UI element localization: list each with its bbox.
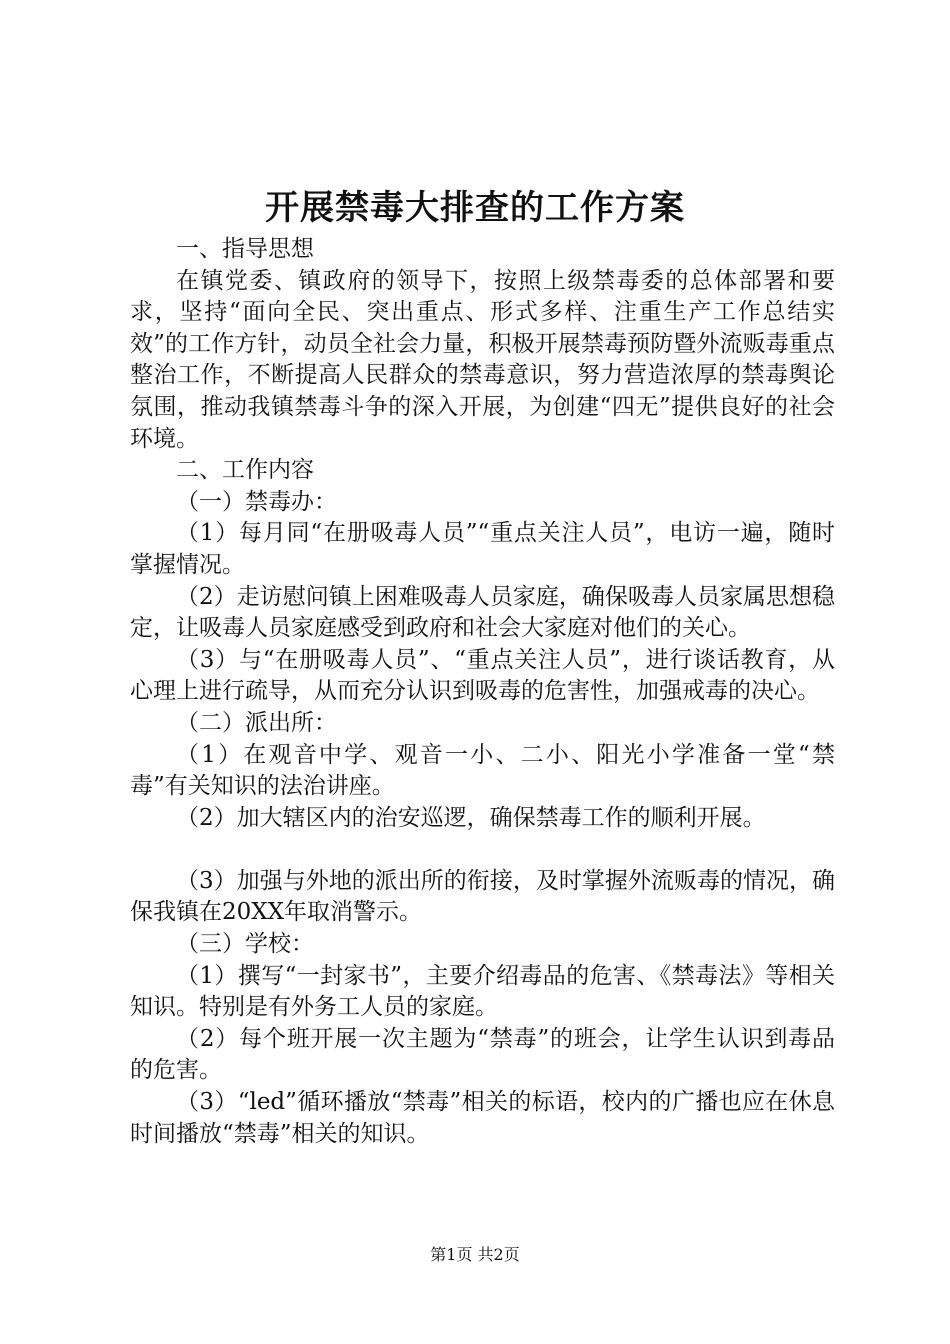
page-number-footer: 第1页 共2页: [430, 1245, 520, 1264]
subsection-heading-anti-drug-office: （一）禁毒办：: [176, 488, 337, 515]
document-title: 开展禁毒大排查的工作方案: [265, 188, 685, 228]
paragraph-item: （2）加大辖区内的治安巡逻，确保禁毒工作的顺利开展。: [176, 804, 766, 831]
paragraph-item: （2）每个班开展一次主题为“禁毒”的班会，让学生认识到毒品的危害。: [130, 1025, 835, 1084]
paragraph-item: （2）走访慰问镇上困难吸毒人员家庭，确保吸毒人员家属思想稳定，让吸毒人员家庭感受到政府和社会大家庭对他们的关心。: [130, 583, 835, 642]
paragraph-item: （1）每月同“在册吸毒人员”“重点关注人员”，电访一遍，随时掌握情况。: [130, 520, 835, 578]
paragraph-item: （3）与“在册吸毒人员”、“重点关注人员”，进行谈话教育，从心理上进行疏导，从而充分认识到吸毒的危害性，加强戒毒的决心。: [130, 646, 835, 705]
paragraph-guiding-thought: 在镇党委、镇政府的领导下，按照上级禁毒委的总体部署和要求，坚持“面向全民、突出重点、形式多样、注重生产工作总结实效”的工作方针，动员全社会力量，积极开展禁毒预防暨外流贩毒重点整治工作，不断提高人民群众的禁毒意识，努力营造浓厚的禁毒舆论氛围，推动我镇禁毒斗争的深入开展，为创建“四无”提供良好的社会环境。: [130, 267, 835, 452]
paragraph-item: （1）撰写“一封家书”，主要介绍毒品的危害、《禁毒法》等相关知识。特别是有外务工人员的家庭。: [130, 962, 835, 1021]
paragraph-item: （3）“led”循环播放“禁毒”相关的标语，校内的广播也应在休息时间播放“禁毒”相关的知识。: [130, 1089, 835, 1147]
section-heading-work-content: 二、工作内容: [176, 457, 314, 484]
paragraph-item: （3）加强与外地的派出所的衔接，及时掌握外流贩毒的情况，确保我镇在20XX年取消警示。: [130, 867, 835, 926]
paragraph-item: （1）在观音中学、观音一小、二小、阳光小学准备一堂“禁毒”有关知识的法治讲座。: [130, 741, 835, 800]
section-heading-guiding-thought: 一、指导思想: [176, 236, 314, 262]
document-body: [130, 234, 835, 1150]
subsection-heading-school: （三）学校：: [176, 931, 314, 958]
subsection-heading-police-station: （二）派出所：: [176, 709, 337, 736]
